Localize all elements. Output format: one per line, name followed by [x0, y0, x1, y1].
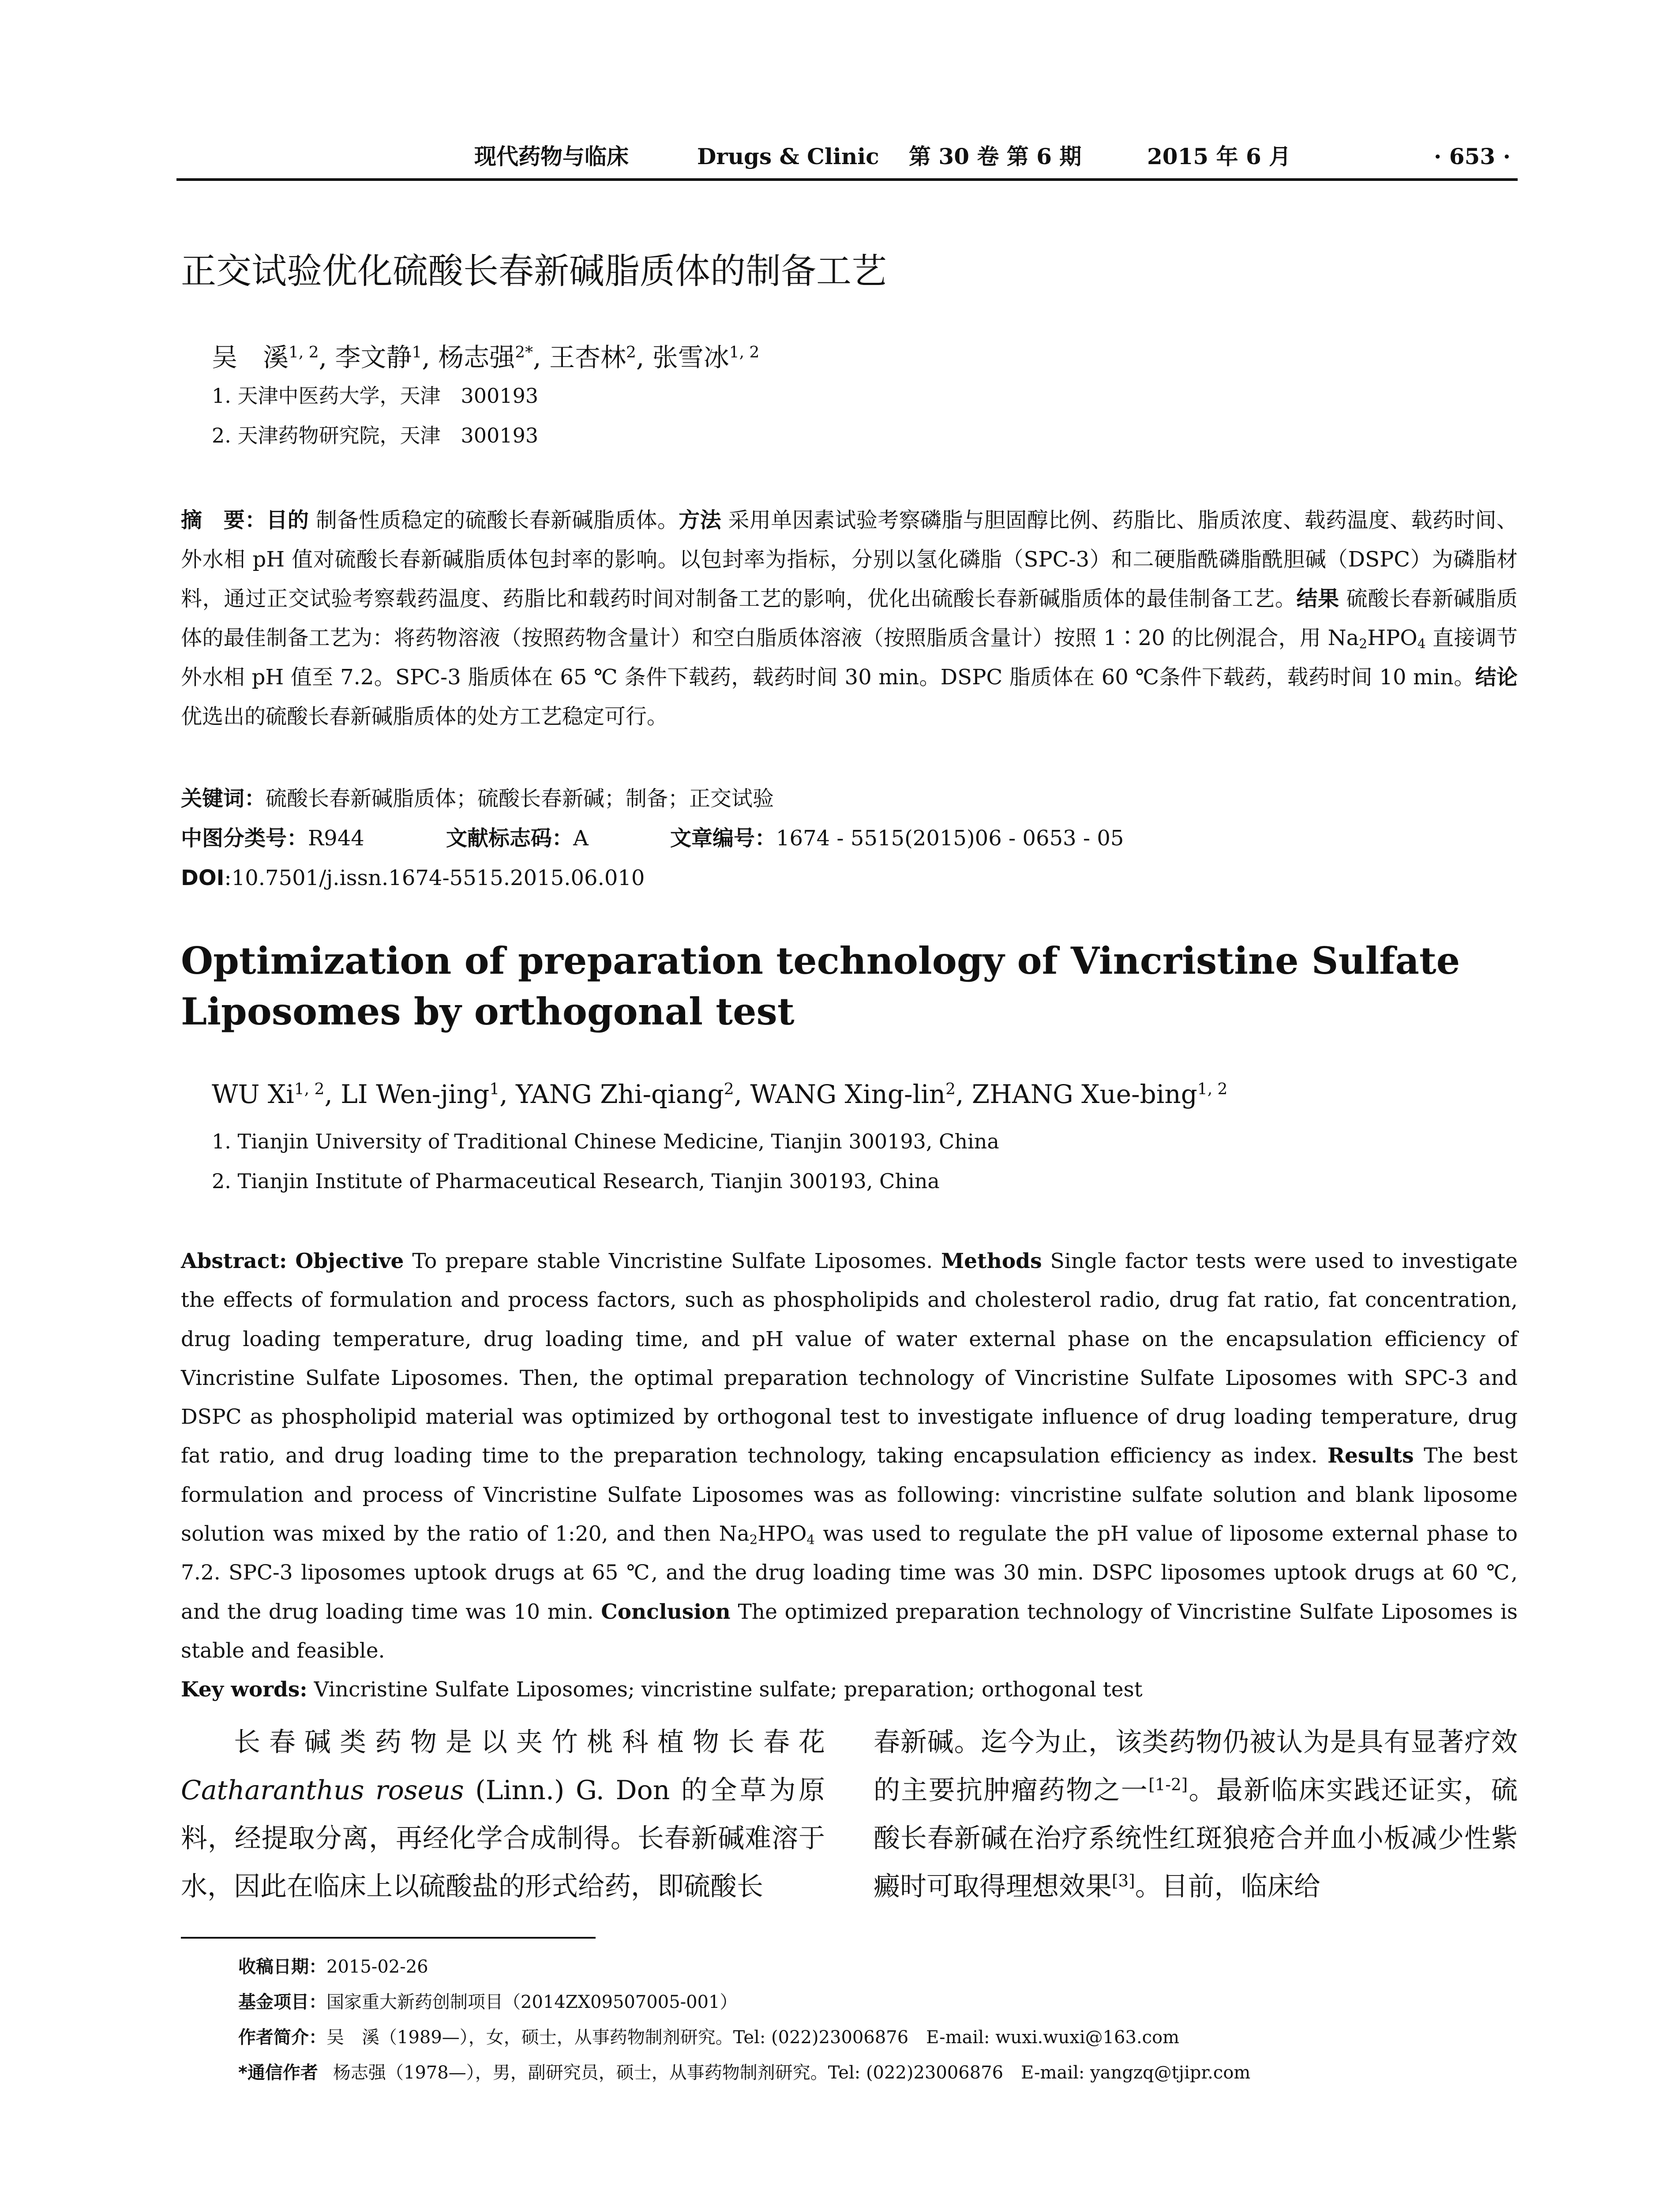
classification-line [181, 823, 1124, 854]
abstract-cn-objective: 制备性质稳定的硫酸长春新碱脂质体。 [315, 508, 679, 533]
header-page-number: · 653 · [1434, 143, 1511, 169]
body-paragraph-right: 春新碱。迄今为止，该类药物仍被认为是具有显著疗效的主要抗肿瘤药物之一[1-2]。最新临床实践还证实，硫酸长春新碱在治疗系统性红斑狼疮合并血小板减少性紫癜时可取得理想效果[3]。目前，临床给 [874, 1727, 1518, 1902]
doi [181, 863, 645, 893]
abstract-cn-conclusion: 优选出的硫酸长春新碱脂质体的处方工艺稳定可行。 [181, 704, 668, 729]
abstract-en-objective: To prepare stable Vincristine Sulfate Liposomes. [412, 1249, 933, 1273]
abstract-cn-conclusion-label: 结论 [1475, 665, 1518, 690]
body-column-left [181, 1718, 825, 1911]
document-code: 文献标志码：A [446, 826, 589, 851]
footnote-rule [181, 1937, 596, 1939]
abstract-en [181, 1242, 1518, 1710]
author-cn-5: 张雪冰$^{1, 2}$ [652, 342, 760, 372]
footnote-author: 作者简介：吴 溪（1989—），女，硕士，从事药物制剂研究。Tel: (022)23006876 E-mail: wuxi.wuxi@163.com [238, 2027, 1180, 2048]
keywords-cn-label: 关键词： [181, 786, 266, 811]
header-journal-en: Drugs & Clinic [697, 143, 879, 169]
authors-cn [212, 340, 759, 375]
abstract-cn-objective-label: 目的 [266, 508, 309, 533]
clc-number: 中图分类号：R944 [181, 826, 364, 851]
abstract-en-conclusion: The optimized preparation technology of Vincristine Sulfate Liposomes is stable and feasible. [181, 1599, 1518, 1663]
body-column-right [874, 1718, 1518, 1911]
keywords-cn-text: 硫酸长春新碱脂质体；硫酸长春新碱；制备；正交试验 [266, 786, 774, 811]
author-en-2: LI Wen-jing$^1$, [341, 1079, 516, 1109]
abstract-cn-results: 硫酸长春新碱脂质体的最佳制备工艺为：将药物溶液（按照药物含量计）和空白脂质体溶液（按照脂质含量计）按照 1∶20 的比例混合，用 $Na_2HPO_4$ 直接调节外水相 pH 值至 7.2。SPC-3 脂质体在 65 ℃ 条件下载药，载药时间 30 min。DSPC 脂质体在 60 ℃条件下载药，载药时间 10 min。 [181, 586, 1518, 690]
authors-en [212, 1077, 1227, 1112]
footnote-corresponding: *通信作者 杨志强（1978—），男，副研究员，硕士，从事药物制剂研究。Tel: (022)23006876 E-mail: yangzq@tjipr.com [238, 2063, 1251, 2083]
doi-text: :10.7501/j.issn.1674-5515.2015.06.010 [224, 866, 645, 890]
author-cn-4: 王杏林$^2$, [549, 342, 652, 372]
author-cn-1: 吴 溪$^{1, 2}$, [212, 342, 335, 372]
abstract-en-results-label: Results [1327, 1444, 1414, 1468]
doi-label: DOI [181, 866, 225, 890]
abstract-cn [181, 501, 1518, 736]
body-paragraph-left: 长春碱类药物是以夹竹桃科植物长春花 Catharanthus roseus (Linn.) G. Don 的全草为原料，经提取分离，再经化学合成制得。长春新碱难溶于水，因此在临床上以硫酸盐的形式给药，即硫酸长 [181, 1727, 825, 1902]
author-en-3: YANG Zhi-qiang$^2$, [516, 1079, 750, 1109]
abstract-cn-label: 摘 要： [181, 508, 266, 533]
header-rule [176, 178, 1518, 181]
keywords-cn [181, 783, 774, 814]
footnote-received: 收稿日期：2015-02-26 [238, 1957, 428, 1977]
author-en-1: WU Xi$^{1, 2}$, [212, 1079, 341, 1109]
abstract-en-methods-label: Methods [941, 1249, 1042, 1273]
author-en-5: ZHANG Xue-bing$^{1, 2}$ [971, 1079, 1228, 1109]
abstract-en-objective-label: Objective [295, 1249, 404, 1273]
header-volume-issue: 第 30 卷 第 6 期 [909, 143, 1082, 169]
title-cn: 正交试验优化硫酸长春新碱脂质体的制备工艺 [181, 251, 887, 292]
affiliation-en-2: 2. Tianjin Institute of Pharmaceutical Research, Tianjin 300193, China [212, 1169, 940, 1193]
affiliation-en-1: 1. Tianjin University of Traditional Chinese Medicine, Tianjin 300193, China [212, 1129, 999, 1153]
article-number: 文章编号：1674 - 5515(2015)06 - 0653 - 05 [670, 826, 1124, 851]
author-cn-3: 杨志强$^{2*}$, [438, 342, 550, 372]
keywords-en-text: Vincristine Sulfate Liposomes; vincristine sulfate; preparation; orthogonal test [314, 1677, 1143, 1702]
abstract-en-label: Abstract: [181, 1249, 287, 1273]
abstract-en-results: The best formulation and process of Vincristine Sulfate Liposomes was as following: vincristine sulfate solution and blank liposome solution was mixed by the ratio of 1:20, and then $Na_2HPO_4$ was used to regulate the pH value of liposome external phase to 7.2. SPC-3 liposomes uptook drugs at 65 ℃, and the drug loading time was 30 min. DSPC liposomes uptook drugs at 60 ℃, and the drug loading time was 10 min. [181, 1444, 1518, 1624]
header-date: 2015 年 6 月 [1147, 143, 1291, 169]
footnote-fund: 基金项目：国家重大新药创制项目（2014ZX09507005-001） [238, 1992, 738, 2012]
author-en-4: WANG Xing-lin$^2$, [750, 1079, 972, 1109]
abstract-en-conclusion-label: Conclusion [601, 1599, 731, 1624]
header-journal-cn: 现代药物与临床 [474, 143, 629, 169]
keywords-en-label: Key words: [181, 1677, 308, 1702]
abstract-cn-methods: 采用单因素试验考察磷脂与胆固醇比例、药脂比、脂质浓度、载药温度、载药时间、外水相 pH 值对硫酸长春新碱脂质体包封率的影响。以包封率为指标，分别以氢化磷脂（SPC-3）和二硬脂酰磷脂酰胆碱（DSPC）为磷脂材料，通过正交试验考察载药温度、药脂比和载药时间对制备工艺的影响，优化出硫酸长春新碱脂质体的最佳制备工艺。 [181, 508, 1518, 611]
abstract-cn-results-label: 结果 [1296, 586, 1339, 611]
author-cn-2: 李文静$^1$, [335, 342, 439, 372]
title-en: Optimization of preparation technology of Vincristine Sulfate Liposomes by orthogonal test [181, 939, 1460, 1033]
abstract-cn-methods-label: 方法 [679, 508, 721, 533]
affiliation-cn-2: 2. 天津药物研究院，天津 300193 [212, 424, 539, 447]
affiliation-cn-1: 1. 天津中医药大学，天津 300193 [212, 384, 539, 408]
abstract-en-methods: Single factor tests were used to investigate the effects of formulation and process factors, such as phospholipids and cholesterol radio, drug fat ratio, fat concentration, drug loading temperature, drug loading time, and pH value of water external phase on the encapsulation efficiency of Vincristine Sulfate Liposomes. Then, the optimal preparation technology of Vincristine Sulfate Liposomes with SPC-3 and DSPC as phospholipid material was optimized by orthogonal test to investigate influence of drug loading temperature, drug fat ratio, and drug loading time to the preparation technology, taking encapsulation efficiency as index. [181, 1249, 1518, 1468]
